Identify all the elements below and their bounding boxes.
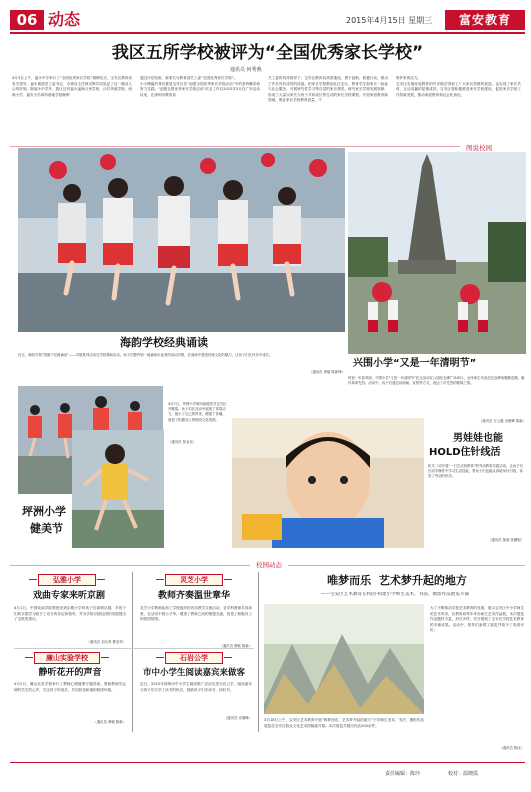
hongya-headline: 戏曲专家来听京剧: [32, 591, 105, 601]
hongya-credit: （通讯员 刘永青 曹爱华）: [86, 640, 126, 644]
campus-news-tag: 校园动态: [250, 560, 288, 569]
lingzhi-headline: 教师齐奏温世章华: [157, 591, 230, 601]
footer-rule: [10, 762, 525, 763]
page-number-box: [10, 10, 44, 30]
school-tag-hongya: 弘雅小学: [38, 574, 96, 586]
qingming-photo-art: [348, 152, 526, 354]
recitation-photo-art: [18, 148, 345, 332]
fitness-credit: （通讯员 张金东）: [168, 440, 197, 444]
photo-recitation: [18, 148, 345, 332]
photo-news-tag: [466, 143, 492, 152]
photo-art-exhibition: [264, 604, 424, 714]
feature-headline: 唯梦而乐 艺术梦升起的地方: [327, 574, 467, 587]
sewing-text: 机关二幼开展“一日生活皆教育”的劳动教育实践活动，让孩子们在动手操作中学习生活技能，男孩子们也能认真地穿针引线，体验了劳动的快乐。: [428, 464, 524, 479]
lead-headline: 我区五所学校被评为“全国优秀家长学校”: [111, 43, 424, 63]
feature-col-1: 3月18日上午，宝安区艺术教育开展“唯梦而乐，艺术梦升起的地方”小学师生美术、书法、摄影作品展览在宝安区群众文化艺术馆隆重开幕。本次展览共展出作品200余件。: [264, 718, 424, 728]
feature-col-2: 为了不断推动学校艺术教育的发展，展示宝安区中小学师生的艺术风采，区教育局每年举办师生艺术作品展。本次展览作品题材丰富，形式多样，充分展现了宝安区学校艺术教育的丰硕成果。活动中，领导们参观了展览并给予了高度评价。: [430, 606, 524, 633]
lead-byline: 通讯员 何秀燕: [230, 67, 262, 73]
school-tag-lianshan: 廉山实验学校: [34, 652, 100, 664]
fitness-text: 4月7日，坪洲小学第四届健美节正式拉开帷幕。孩子们在活动中展现了青春活力，展示了自己的风采，增强了体魄，营造了积极向上的校园文化氛围。: [168, 402, 227, 422]
recitation-title: 海韵学校经典诵读: [120, 336, 208, 349]
hongya-text: 4月1日，中国戏曲学院教授来到弘雅小学听孩子们演唱京剧，对孩子们的京剧学习给予了充分的肯定和指导，并为学校京剧社团的发展提出了宝贵的建议。: [14, 606, 126, 622]
lead-col-4: 维护来的活力。 宝安区实施家庭教育的许多做法得到了广大家长热情的欢迎，也实现了家长共育、互动双赢的显著成效。宝安区将积极推进家长学校建设，促进家长学校工作的新发展，推动家庭教育和社会化育化。: [396, 76, 521, 97]
recitation-credit: （通讯员 黄敏 陈新锋）: [308, 370, 345, 374]
col-divider-2: [258, 572, 259, 732]
lead-col-2: 通过评估验收，被命名为教育部关工委“全国优秀家长学校”。 小小牌匾的背后都是宝安区在“创建全国优秀家长学校活动”中的坚持懈求和努力实践。“创建全国优秀家长学校活动”试点工作自2012年3月在广东启动以来，在深圳市教育局: [140, 76, 260, 97]
sewing-credit: （通讯员 陈丽 张鹏程）: [487, 538, 524, 542]
shiyan-credit: （通讯员 宋继峰）: [223, 716, 252, 720]
row-divider-left: [14, 648, 254, 649]
lead-col-1: 4月3日上午，福永中学举行了“全国优秀家长学校”揭牌仪式。宝安区教育局有关领导，福永街道党工委书记、办事处主任林灵辉共同见证了这一激动人心的时刻。除福永中学外，我区还有福永福海万里学校、沙井华丽学校、西海小学、福安小学四所基地学校顺利: [12, 76, 132, 97]
lianshan-text: 4月2日，廉山实验学校举行了教师心理健康专题讲座，帮助教师学会倾听学生的心声，关注孩子的成长，共同营造和谐的校园环境。: [14, 682, 126, 692]
sewing-photo-art: [232, 418, 424, 548]
col-divider-1: [132, 572, 133, 732]
header-rule: [10, 32, 525, 34]
sewing-title-1: 男娃娃也能: [453, 433, 503, 444]
lianshan-credit: （通讯员 黄敏 陈新）: [93, 720, 126, 724]
photo-section-rule: [10, 146, 460, 147]
photo-news-label: 图说校园: [466, 144, 492, 152]
photo-qingming: [348, 152, 526, 354]
footer-editor: 责任编辑：陈玲: [385, 771, 421, 777]
lead-col-3: 关工委的具体指导下，宝安区教育局高度重视，勇于创新，积极行动，推出了许多具有成效的探索。把家长学校教到社区去办，教育学生和家长一起参与社会服务，开展研究性学习等自觉的家长课堂。研究家长学校发展规律，形成了大量以家长与孩子共同成长等生动的家长学校课程。开拓家庭教育新领域，保证家长学校教育质量，不: [268, 76, 388, 103]
fitness-title-1: 坪洲小学: [22, 505, 66, 518]
lingzhi-text: 灵芝小学教师参加了学校组织的音乐教学交流活动，各学科教师共同演奏，在活动中展示才华，增进了教师之间的情感交流，营造了积极向上的校园氛围。: [140, 606, 252, 622]
recitation-text: 近日，海韵学校“国旗下经典诵读”——对联系列活动在学校课间启动。孩子们整齐划一地诵读出优美的诗词对联，在诵读中感受传统文化的魅力，让孩子们在快乐中成长。: [18, 353, 273, 357]
brand-name: 富安教育: [458, 13, 511, 27]
sewing-title-2: HOLD住针线活: [429, 447, 501, 458]
photo-fitness-2: [72, 430, 164, 548]
feature-subheadline: ——宝安区艺术教育在校园·构建小学师生美术、书法、摄影作品展览开幕: [320, 592, 470, 597]
page-number: 06: [16, 11, 38, 29]
school-tag-lingzhi: 灵芝小学: [165, 574, 223, 586]
school-tag-shiyan: 石岩公学: [165, 652, 223, 664]
exhibition-photo-art: [264, 604, 424, 714]
brand-box: [445, 10, 525, 30]
qingming-text: 时值一年春草绿，兴围小学“又是一年清明节”纪念活动在公园纪念碑广场举行。全体师生代表在纪念碑前敬献花圈，缅怀革命先烈。活动中，孩子们通过诗朗诵、宣誓等方式，表达了对先烈的敬仰之情。: [348, 376, 525, 386]
shiyan-headline: 市中小学生阅读嘉宾来做客: [142, 668, 245, 678]
footer-proof: 校对：温晓霞: [448, 771, 479, 777]
fitness-title-2: 健美节: [30, 522, 63, 535]
qingming-credit: （通讯员 万云鑫 宋俊峰 陈新）: [478, 419, 526, 423]
issue-date: 2015年4月15日 星期三: [346, 16, 433, 25]
fitness-photo-2-art: [72, 430, 164, 548]
lingzhi-credit: （通讯员 黄敏 陈新）: [219, 644, 252, 648]
photo-sewing: [232, 418, 424, 548]
section-name: 动态: [48, 10, 81, 29]
shiyan-text: 近日，2015年深圳市中小学生阅读推广活动走进石岩公学，阅读嘉宾与孩子们分享了读书的快乐，鼓励孩子们多读书、读好书。: [140, 682, 252, 692]
feature-credit: （通讯员 陈纹）: [499, 746, 524, 750]
qingming-title: 兴围小学“又是一年清明节”: [353, 358, 477, 369]
lianshan-headline: 静听花开的声音: [38, 668, 102, 678]
